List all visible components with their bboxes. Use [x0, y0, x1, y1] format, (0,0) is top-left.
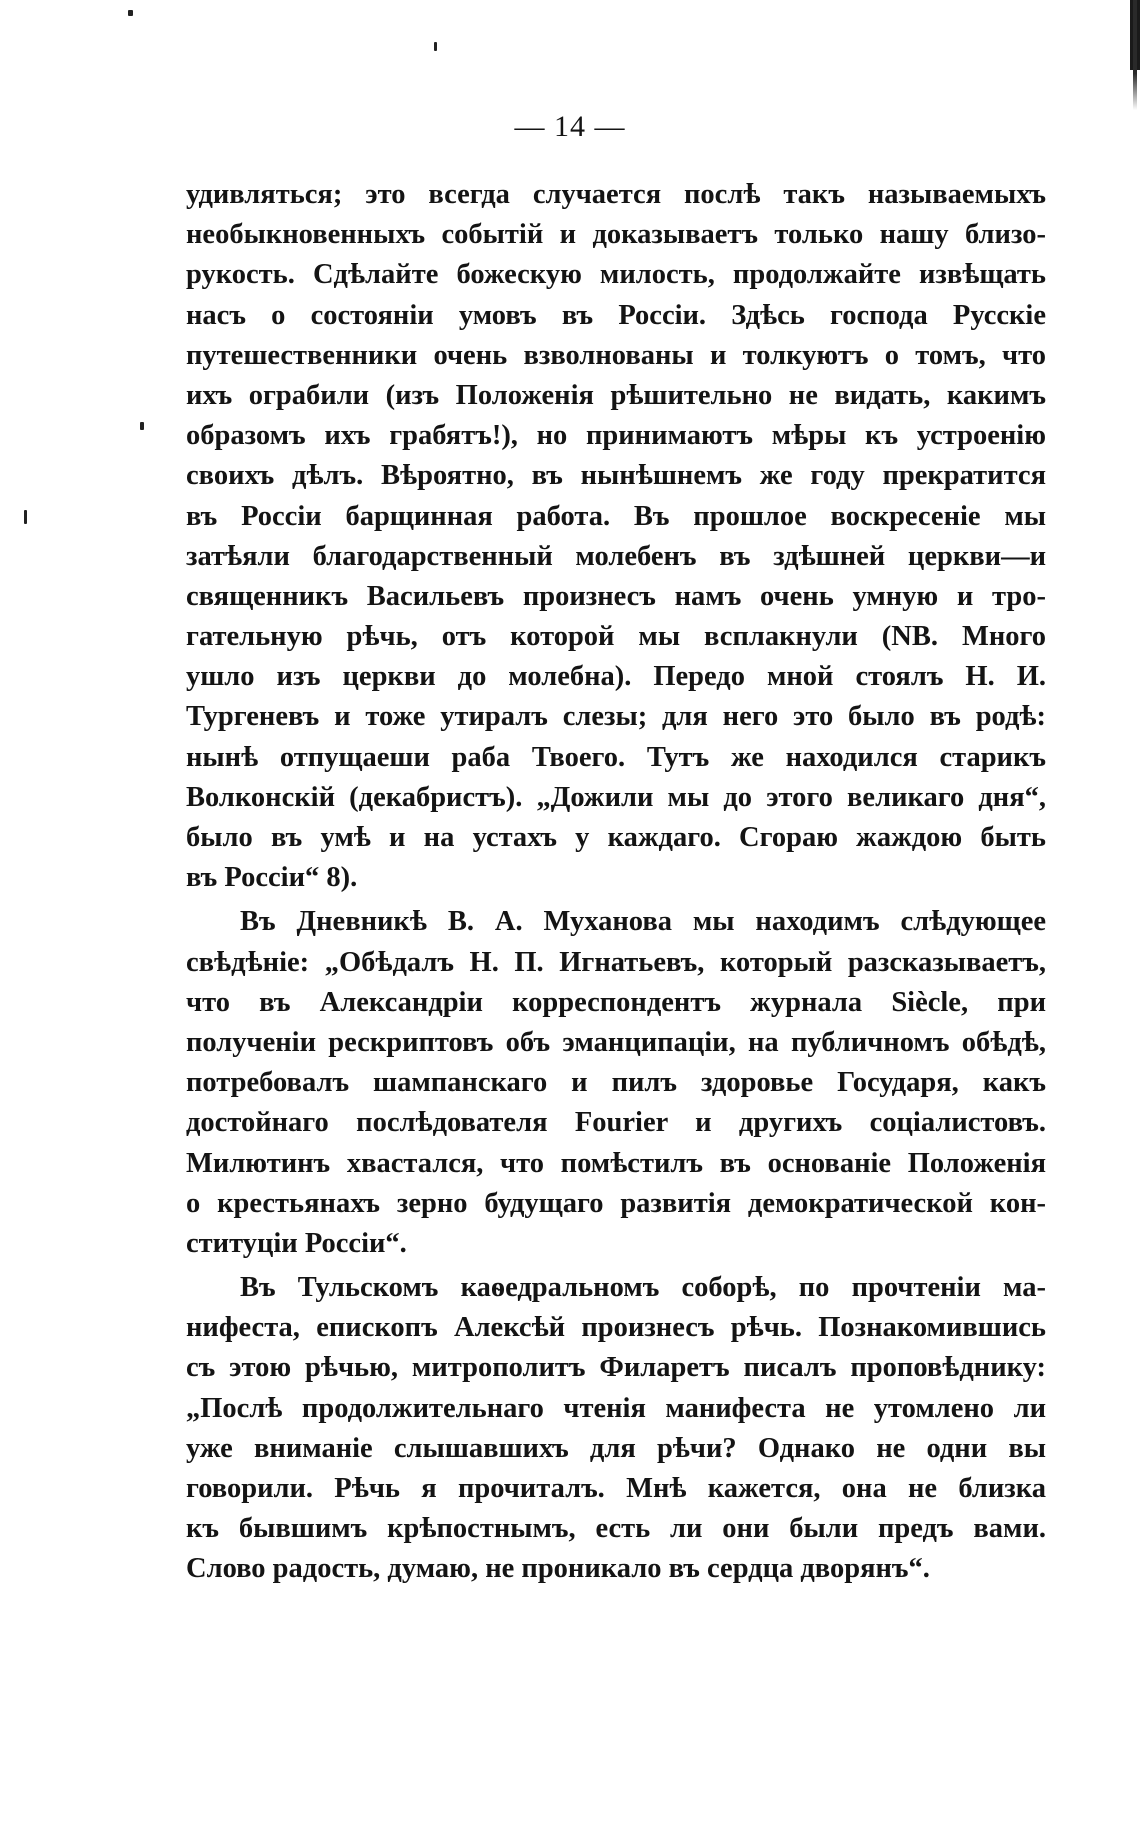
text-line: „Послѣ продолжительнаго чтенія манифеста не утомлено ли — [186, 1392, 1046, 1424]
text-line: гательную рѣчь, отъ которой мы всплакнули (NB. Много — [186, 621, 1046, 653]
text-line: въ Россіи“ 8). — [186, 862, 358, 894]
text-line: свѣдѣніе: „Обѣдалъ Н. П. Игнатьевъ, который разсказываетъ, — [186, 946, 1046, 978]
text-line: достойнаго послѣдователя Fourier и другихъ соціалистовъ. — [186, 1107, 1046, 1139]
text-line: говорили. Рѣчь я прочиталъ. Мнѣ кажется, она не близка — [186, 1473, 1046, 1504]
text-line: Милютинъ хвастался, что помѣстилъ въ основаніе Положенія — [186, 1147, 1046, 1179]
text-line: Тургеневъ и тоже утиралъ слезы; для него это было въ родѣ: — [186, 701, 1046, 733]
text-line: съ этою рѣчью, митрополитъ Филаретъ писалъ проповѣднику: — [186, 1352, 1046, 1384]
scan-speck — [24, 510, 27, 524]
text-line: путешественники очень взволнованы и толкуютъ о томъ, что — [186, 339, 1046, 371]
text-line: ихъ ограбили (изъ Положенія рѣшительно не видать, какимъ — [186, 379, 1046, 411]
text-line: священникъ Васильевъ произнесъ намъ очень умную и тро- — [186, 580, 1046, 612]
text-line: въ Россіи барщинная работа. Въ прошлое воскресеніе мы — [186, 500, 1046, 532]
text-line: своихъ дѣлъ. Вѣроятно, въ нынѣшнемъ же году прекратится — [186, 460, 1046, 492]
text-line: рукость. Сдѣлайте божескую милость, продолжайте извѣщать — [186, 259, 1046, 291]
text-line: затѣяли благодарственный молебенъ въ здѣшней церкви—и — [186, 540, 1046, 572]
text-line: ушло изъ церкви до молебна). Передо мной стоялъ Н. И. — [186, 661, 1046, 693]
text-line: что въ Александріи корреспондентъ журнала Siècle, при — [186, 986, 1046, 1018]
text-line: насъ о состояніи умовъ въ Россіи. Здѣсь господа Русскіе — [186, 299, 1046, 331]
text-line: Въ Дневникѣ В. А. Муханова мы находимъ слѣдующее — [240, 906, 1046, 938]
text-line: къ бывшимъ крѣпостнымъ, есть ли они были предъ вами. — [186, 1513, 1046, 1545]
text-line: потребовалъ шампанскаго и пилъ здоровье Государя, какъ — [186, 1067, 1046, 1099]
text-line: нифеста, епископъ Алексѣй произнесъ рѣчь. Познакомившись — [186, 1312, 1046, 1344]
page-number: — 14 — — [514, 110, 626, 143]
scan-speck — [434, 42, 437, 51]
text-line: Въ Тульскомъ каѳедральномъ соборѣ, по прочтеніи ма- — [240, 1272, 1046, 1304]
text-line: ституціи Россіи“. — [186, 1227, 407, 1259]
text-line: Волконскій (декабристъ). „Дожили мы до этого великаго дня“, — [186, 781, 1046, 813]
text-line: нынѣ отпущаеши раба Твоего. Тутъ же находился старикъ — [186, 741, 1046, 773]
body-text — [186, 175, 1046, 1590]
text-line: Слово радость, думаю, не проникало въ сердца дворянъ“. — [186, 1553, 930, 1585]
text-line: образомъ ихъ грабятъ!), но принимаютъ мѣры къ устроенію — [186, 420, 1046, 452]
text-line: необыкновенныхъ событій и доказываетъ только нашу близо- — [186, 219, 1046, 251]
text-line: удивляться; это всегда случается послѣ такъ называемыхъ — [186, 179, 1046, 210]
text-line: полученіи рескриптовъ объ эманципаціи, на публичномъ обѣдѣ, — [186, 1026, 1046, 1058]
text-line: было въ умѣ и на устахъ у каждаго. Сгораю жаждою быть — [186, 822, 1046, 853]
scan-speck — [128, 10, 133, 16]
text-line: уже вниманіе слышавшихъ для рѣчи? Однако не одни вы — [186, 1432, 1046, 1464]
scan-speck — [140, 422, 144, 430]
page-edge-line — [1133, 0, 1137, 1836]
text-line: о крестьянахъ зерно будущаго развитія демократической кон- — [186, 1187, 1046, 1219]
